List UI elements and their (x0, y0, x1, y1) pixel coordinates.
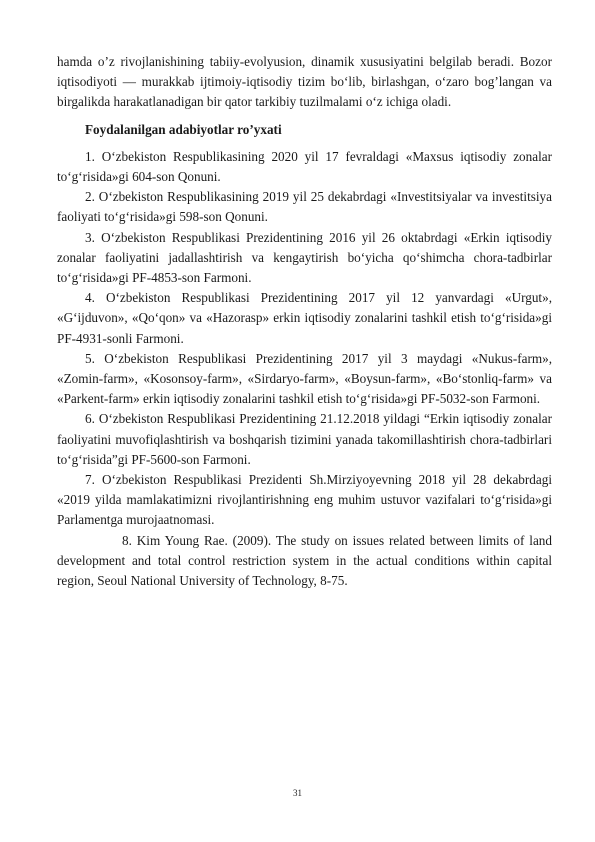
reference-item-7: 7. O‘zbekiston Respublikasi Prezidenti Sh.Mirziyoyevning 2018 yil 28 dekabrdagi «2019 yilda mamlakatimizni rivojlantirishning eng muhim ustuvor vazifalari to‘g‘risida»gi Parlamentga murojaatnomasi. (57, 472, 552, 528)
reference-item-5: 5. O‘zbekiston Respublikasi Prezidentining 2017 yil 3 maydagi «Nukus-farm», «Zomin-farm», «Kosonsoy-farm», «Sirdaryo-farm», «Boysun-farm», «Bo‘stonliq-farm» va «Parkent-farm» erkin iqtisodiy zonalarini tashkil etish to‘g‘risida»gi PF-5032-son Farmoni. (57, 350, 552, 407)
reference-item-1: 1. O‘zbekiston Respublikasining 2020 yil 17 fevraldagi «Maxsus iqtisodiy zonalar to‘g‘risida»gi 604-son Qonuni. (57, 148, 552, 185)
reference-item-2: 2. O‘zbekiston Respublikasining 2019 yil 25 dekabrdagi «Investitsiyalar va investitsiya faoliyati to‘g‘risida»gi 598-son Qonuni. (57, 189, 552, 225)
document-page (57, 52, 552, 591)
reference-item-3: 3. O‘zbekiston Respublikasi Prezidentining 2016 yil 26 oktabrdagi «Erkin iqtisodiy zonalar faoliyatini jadallashtirish va kengaytirish bo‘yicha qo‘shimcha chora-tadbirlar to‘g‘risida»gi PF-4853-son Farmoni. (57, 229, 552, 286)
reference-item-4: 4. O‘zbekiston Respublikasi Prezidentining 2017 yil 12 yanvardagi «Urgut», «G‘ijduvon», «Qo‘qon» va «Hazorasp» erkin iqtisodiy zonalarini tashkil etish to‘g‘risida»gi PF-4931-sonli Farmoni. (57, 290, 552, 346)
reference-item-6: 6. O‘zbekiston Respublikasi Prezidentining 21.12.2018 yildagi “Erkin iqtisodiy zonalar faoliyatini muvofiqlashtirish va boshqarish tizimini yanada takomillashtirish chora-tadbirlari to‘g‘risida”gi PF-5600-son Farmoni. (57, 411, 552, 467)
body-paragraph: hamda o’z rivojlanishining tabiiy-evolyusion, dinamik xususiyatini belgilab beradi. Bozor iqtisodiyoti — murakkab ijtimoiy-iqtisodiy tizim bo‘lib, birlashgan, o‘zaro bog’langan va birgalikda harakatlanadigan bir qator tarkibiy tuzilmalami o‘z ichiga oladi. (57, 54, 552, 110)
page-number: 31 (293, 788, 302, 798)
references-heading: Foydalanilgan adabiyotlar ro’yxati (85, 121, 282, 137)
reference-item-8: 8. Kim Young Rae. (2009). The study on issues related between limits of land development and total control restriction system in the actual conditions within capital region, Seoul National University of Technology, 8-75. (57, 532, 552, 589)
